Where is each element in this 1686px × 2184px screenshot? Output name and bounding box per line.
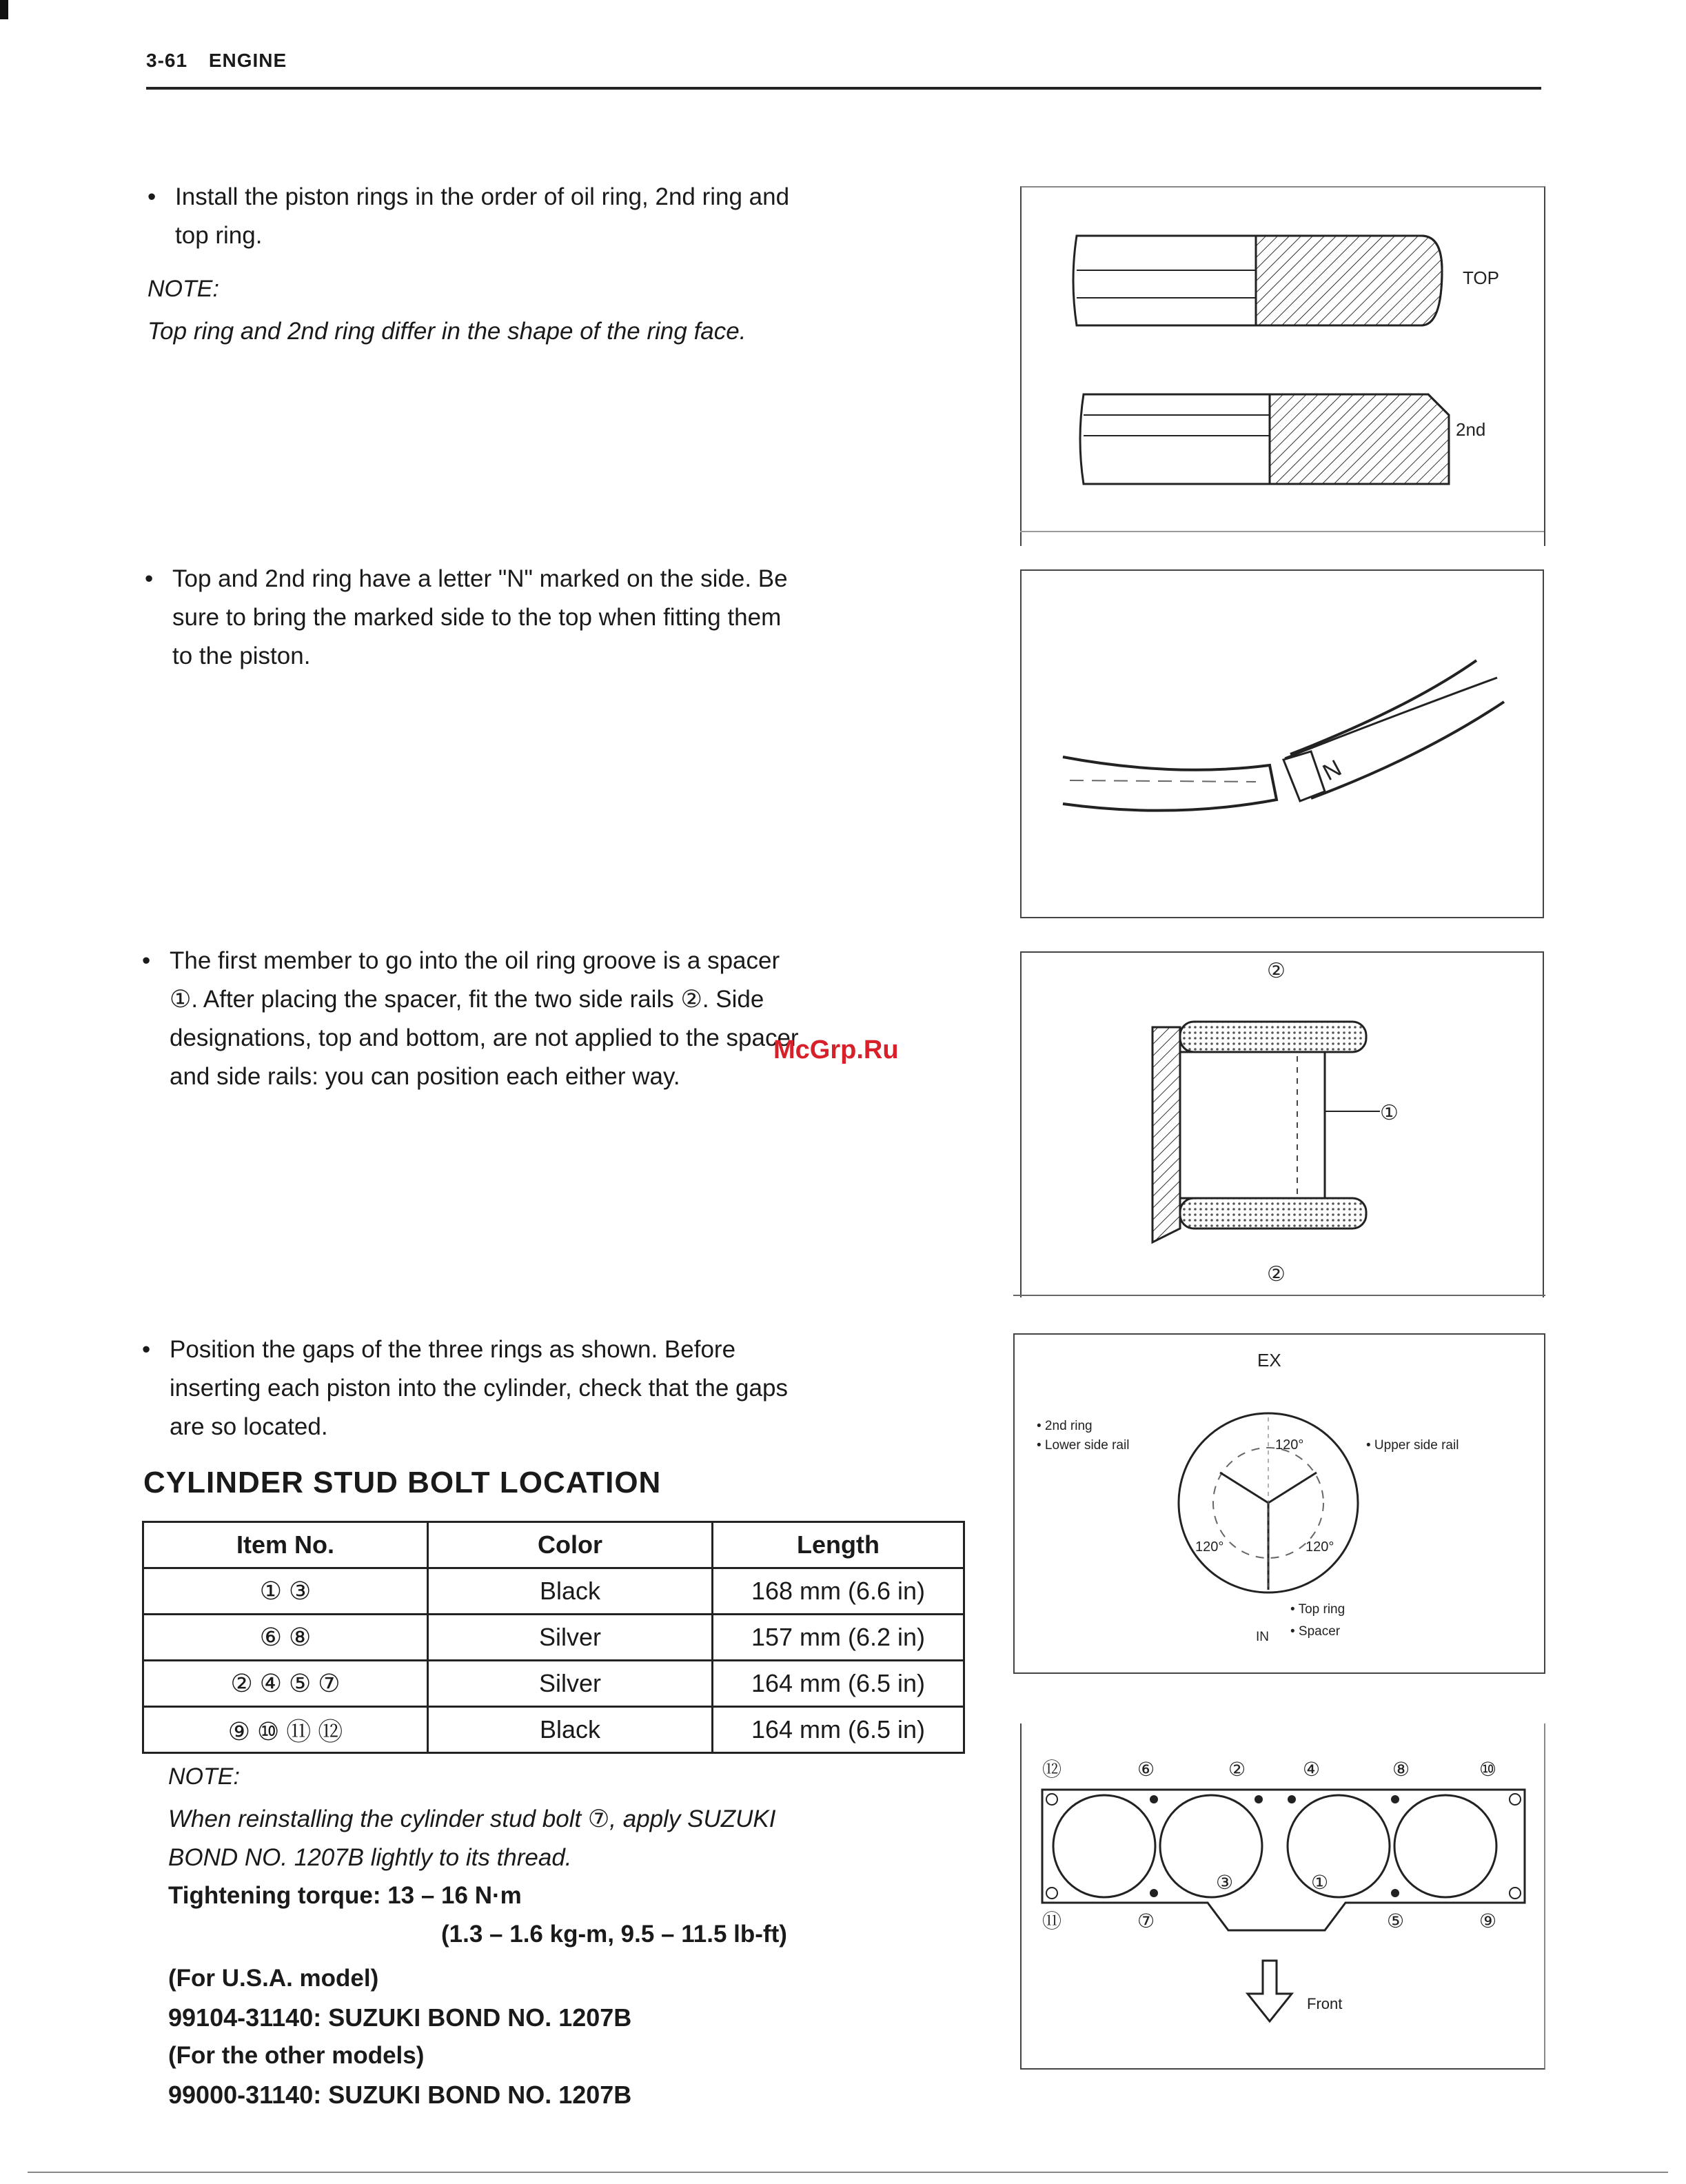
color-cell: Black [428,1568,713,1615]
step-line: sure to bring the marked side to the top when fitting them [172,604,782,631]
table-header-row [143,1522,964,1568]
angle-label: 120° [1195,1539,1224,1555]
front-arrow-icon [1248,1961,1292,2021]
column-header: Length [713,1522,964,1568]
step-ring-gaps [142,1331,969,1446]
step-line: designations, top and bottom, are not applied to the spacer [170,1024,799,1051]
item-cell: ⑥ ⑧ [143,1615,428,1661]
length-cell: 164 mm (6.5 in) [713,1661,964,1707]
side-rail-label: ② [1267,960,1286,982]
figure-ring-profiles [1020,186,1545,546]
color-cell: Silver [428,1615,713,1661]
length-cell: 157 mm (6.2 in) [713,1615,964,1661]
figure-stud-bolt-location [1020,1723,1545,2070]
table-row [143,1661,964,1707]
exhaust-label: EX [1257,1350,1281,1371]
second-ring-profile [1080,394,1449,484]
step-line: Position the gaps of the three rings as shown. Before [170,1336,736,1363]
bullet-icon: • [142,1336,151,1363]
second-ring-label: 2nd [1456,419,1486,440]
step-install-rings [148,178,975,255]
note-text: When reinstalling the cylinder stud bolt ⑦, apply SUZUKI [168,1806,776,1832]
bolt-label: ⑫ [1042,1759,1062,1780]
footer-rule [28,2172,1668,2173]
section-title: CYLINDER STUD BOLT LOCATION [143,1466,662,1499]
bolt-label: ⑤ [1387,1910,1405,1932]
angle-label: 120° [1275,1437,1304,1453]
item-cell: ⑨ ⑩ ⑪ ⑫ [143,1707,428,1753]
note-text: BOND NO. 1207B lightly to its thread. [168,1844,572,1871]
stud-bolt-table [142,1521,965,1754]
header-rule [146,87,1541,90]
bolt-label: ⑧ [1392,1759,1410,1780]
top-ring-label: TOP [1463,267,1499,288]
step-line: and side rails: you can position each either way. [170,1063,680,1090]
section-name: ENGINE [208,50,287,71]
figure-divider [1020,531,1544,532]
page-header [146,50,287,72]
note-label: NOTE: [168,1763,240,1790]
bullet-icon: • [148,183,156,210]
note-text: Top ring and 2nd ring differ in the shape of the ring face. [148,318,746,345]
figure-oil-ring [1020,951,1544,1297]
bolt-label: ② [1228,1759,1246,1780]
figure-n-mark [1020,569,1544,918]
bullet-icon: • [145,565,154,592]
intake-label: IN [1256,1630,1269,1644]
length-cell: 164 mm (6.5 in) [713,1707,964,1753]
bolt-label: ⑦ [1137,1910,1155,1932]
color-cell: Silver [428,1661,713,1707]
bolt-label: ① [1311,1872,1329,1893]
part-number: 99000-31140: SUZUKI BOND NO. 1207B [168,2081,632,2109]
top-ring-profile [1073,236,1442,325]
column-header: Item No. [143,1522,428,1568]
model-label: (For the other models) [168,2042,425,2069]
angle-label: 120° [1306,1539,1334,1555]
watermark: McGrp.Ru [773,1035,899,1064]
bolt-label: ⑩ [1479,1759,1497,1780]
side-rail-label: ② [1267,1263,1286,1286]
step-oil-ring [142,942,969,1096]
color-cell: Black [428,1707,713,1753]
table-row [143,1568,964,1615]
bolt-label: ④ [1303,1759,1321,1780]
second-ring-note: • 2nd ring [1037,1419,1093,1433]
lower-rail-note: • Lower side rail [1037,1438,1130,1453]
torque-spec-alt: (1.3 – 1.6 kg-m, 9.5 – 11.5 lb-ft) [441,1921,787,1948]
upper-rail-note: • Upper side rail [1366,1438,1459,1453]
step-line: The first member to go into the oil ring groove is a spacer [170,947,780,974]
bolt-label: ③ [1216,1872,1234,1893]
step-line: to the piston. [172,643,311,669]
top-ring-note: • Top ring [1290,1602,1345,1617]
table-row [143,1615,964,1661]
item-cell: ① ③ [143,1568,428,1615]
spacer-label: ① [1380,1102,1399,1124]
bullet-icon: • [142,947,151,974]
column-header: Color [428,1522,713,1568]
n-mark-letter: N [1318,754,1346,787]
step-line: top ring. [175,222,263,249]
item-cell: ② ④ ⑤ ⑦ [143,1661,428,1707]
model-label: (For U.S.A. model) [168,1965,379,1992]
spacer-note: • Spacer [1290,1624,1341,1639]
length-cell: 168 mm (6.6 in) [713,1568,964,1615]
part-number: 99104-31140: SUZUKI BOND NO. 1207B [168,2003,632,2032]
front-label: Front [1307,1995,1343,2012]
figure-ring-gaps [1013,1333,1545,1674]
step-line: Install the piston rings in the order of oil ring, 2nd ring and [175,183,790,210]
bolt-label: ⑥ [1137,1759,1155,1780]
bolt-label: ⑨ [1479,1910,1497,1932]
step-line: ①. After placing the spacer, fit the two side rails ②. Side [170,986,764,1013]
step-line: inserting each piston into the cylinder, check that the gaps [170,1375,788,1402]
page-number: 3-61 [146,50,188,71]
note-label: NOTE: [148,276,219,302]
bolt-label: ⑪ [1042,1910,1062,1932]
page-corner-mark [0,0,8,19]
torque-spec: Tightening torque: 13 – 16 N·m [168,1882,522,1909]
table-row [143,1707,964,1753]
step-n-mark [145,560,972,676]
step-line: are so located. [170,1413,328,1440]
figure-divider [1013,1295,1545,1296]
step-line: Top and 2nd ring have a letter "N" marked on the side. Be [172,565,788,592]
